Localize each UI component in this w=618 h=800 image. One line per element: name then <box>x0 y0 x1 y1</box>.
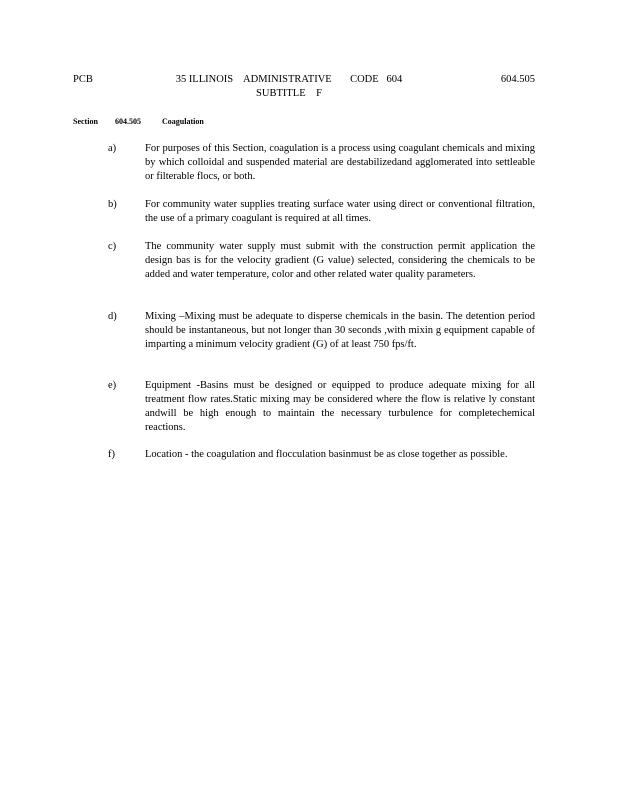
paragraph-text: Equipment -Basins must be designed or equipped to produce adequate mixing for all treatment flow rates.Static mixing may be considered where the flow is relative ly constant andwill be high enough to maintain the necessary turbulence for completechemical reactions. <box>145 380 535 433</box>
header-agency: PCB <box>73 74 93 85</box>
paragraph-letter: f) <box>108 449 115 460</box>
paragraph-e <box>108 379 538 435</box>
paragraph-letter: c) <box>108 241 117 252</box>
section-label: Section <box>73 117 98 126</box>
section-title: Coagulation <box>162 117 204 126</box>
paragraph-b <box>108 198 538 226</box>
paragraph-letter: d) <box>108 311 117 322</box>
header-title-line1: 35 ILLINOIS ADMINISTRATIVE CODE 604 <box>175 74 403 85</box>
paragraph-text: Mixing –Mixing must be adequate to disperse chemicals in the basin. The detention period should be instantaneous, but not longer than 30 seconds ,with mixin g equipment capable of imparting a minimum velocity gradient (G) of at least 750 fps/ft. <box>145 311 535 350</box>
paragraph-f <box>108 448 538 462</box>
section-number: 604.505 <box>115 117 141 126</box>
paragraph-text: The community water supply must submit with the construction permit application the design bas is for the velocity gradient (G value) selected, considering the chemicals to be added and water temperature, color and other related water quality parameters. <box>145 241 535 280</box>
header-title <box>174 73 404 101</box>
paragraph-a <box>108 142 538 184</box>
header-title-line2: SUBTITLE F <box>256 88 322 99</box>
section-heading <box>73 117 204 126</box>
paragraph-text: For community water supplies treating surface water using direct or conventional filtration, the use of a primary coagulant is required at all times. <box>145 199 535 224</box>
paragraph-c <box>108 240 538 282</box>
paragraph-letter: b) <box>108 199 117 210</box>
paragraph-text: For purposes of this Section, coagulation is a process using coagulant chemicals and mixing by which colloidal and suspended material are destabilizedand agglomerated into settleable or filterable flocs, or both. <box>145 143 535 182</box>
paragraph-letter: e) <box>108 380 117 391</box>
paragraph-letter: a) <box>108 143 117 154</box>
paragraph-text: Location - the coagulation and flocculation basinmust be as close together as possible. <box>145 449 508 460</box>
header-section-number: 604.505 <box>500 74 535 85</box>
paragraph-d <box>108 310 538 352</box>
